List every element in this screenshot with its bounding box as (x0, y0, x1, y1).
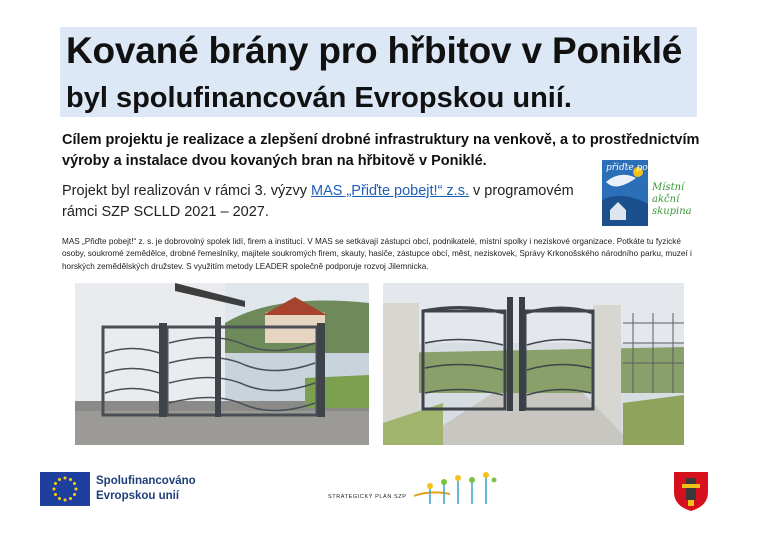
mas-logo-line1: přiďte pobejt (606, 163, 666, 173)
mas-description: MAS „Přiďte pobejt!“ z. s. je dobrovolný spolek lidí, firem a institucí. V MAS se setkávají zástupci obcí, podnikatelé, místní spolky i neziskové organizace. Potkáte tu fyzické osoby, soukromé zemědělce, drobné řemeslníky, majitele soukromých firem, skauty, hasiče, zástupce obcí, měst, neziskovek, Správy Krkonošského národního parku, muzeí i horských zemědělských družstev. S využitím metody LEADER společně podporuje rozvoj Jilemnicka. (62, 237, 692, 271)
ponikla-crest-icon (672, 470, 710, 512)
mas-logo-line2: Místní (652, 182, 685, 193)
gate-photo-right-image (383, 283, 684, 445)
szp-logo-icon (410, 470, 506, 506)
project-text-after: v programovém rámci SZP SCLLD 2021 – 2027. (62, 183, 574, 220)
mas-logo-graphic (602, 160, 694, 226)
gate-photo-right (383, 283, 684, 445)
eu-line2: Evropskou unií (96, 490, 180, 502)
gate-photo-left-image (75, 283, 369, 445)
project-text-before: Projekt byl realizován v rámci 3. výzvy (62, 183, 311, 199)
page-title: Kované brány pro hřbitov v Poniklé (66, 30, 683, 71)
eu-flag-icon (40, 472, 90, 506)
mas-logo (602, 160, 694, 226)
project-info-text (62, 181, 602, 223)
mas-link[interactable]: MAS „Přiďte pobejt!“ z.s. (311, 183, 469, 199)
mas-logo-line4: skupina (652, 206, 692, 217)
eu-cofinanced-text (96, 474, 196, 504)
eu-line1: Spolufinancováno (96, 475, 196, 487)
gate-photo-left (75, 283, 369, 445)
mas-logo-line3: akční (652, 194, 680, 205)
page-subtitle: byl spolufinancován Evropskou unií. (66, 82, 572, 114)
project-goal-text: Cílem projektu je realizace a zlepšení drobné infrastruktury na venkově, a to prostřednictvím výroby a instalace dvou kovaných bran na hřbitově v Poniklé. (62, 132, 700, 169)
szp-label: STRATEGICKÝ PLÁN SZP (328, 494, 407, 500)
